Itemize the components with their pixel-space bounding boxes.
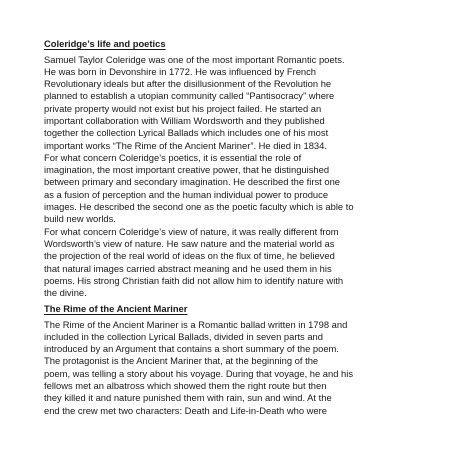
section-heading-life-and-poetics: Coleridge’s life and poetics (44, 38, 166, 49)
paragraph-rime-ancient-mariner (44, 319, 424, 417)
text-line: end the crew met two characters: Death and Life-in-Death who were (44, 404, 327, 416)
text-line: planned to establish a utopian community called “Pantisocracy” where (44, 90, 335, 102)
text-line: poem, was telling a story about his voyage. During that voyage, he and his (44, 367, 354, 379)
text-line: Wordsworth’s view of nature. He saw nature and the material world as (44, 237, 335, 249)
paragraph-life-and-poetics (44, 54, 424, 300)
text-line: the projection of the real world of ideas on the flux of time, he believed (44, 250, 335, 262)
text-line: important collaboration with William Wordsworth and they published (44, 114, 325, 126)
section-heading-rime-ancient-mariner: The Rime of the Ancient Mariner (44, 303, 188, 314)
text-line: For what concern Coleridge’s poetics, it is essential the role of (44, 151, 302, 163)
text-line: poems. His strong Christian faith did not allow him to identify nature with (44, 274, 344, 286)
text-line: The Rime of the Ancient Mariner is a Romantic ballad written in 1798 and (44, 318, 348, 330)
text-line: that natural images carried abstract meaning and he used them in his (44, 262, 332, 274)
text-line: private property would not exist but his project failed. He started an (44, 102, 322, 114)
text-line: imagination, the most important creative power, that he distinguished (44, 164, 330, 176)
text-line: together the collection Lyrical Ballads which includes one of his most (44, 127, 329, 139)
text-line: the divine. (44, 287, 87, 299)
text-line: introduced by an Argument that contains a short summary of the poem. (44, 343, 339, 355)
text-line: The protagonist is the Ancient Mariner that, at the beginning of the (44, 355, 319, 367)
text-line: He was born in Devonshire in 1772. He was influenced by French (44, 65, 317, 77)
text-line: Samuel Taylor Coleridge was one of the most important Romantic poets. (44, 53, 345, 65)
text-line: For what concern Coleridge’s view of nature, it was really different from (44, 225, 339, 237)
text-line: they killed it and nature punished them with rain, sun and wind. At the (44, 392, 332, 404)
text-line: build new worlds. (44, 213, 116, 225)
text-line: important works “The Rime of the Ancient Mariner”. He died in 1834. (44, 139, 327, 151)
text-line: images. He described the second one as the poetic faculty which is able to (44, 201, 354, 213)
text-line: Revolutionary ideals but after the disillusionment of the Revolution he (44, 78, 332, 90)
text-line: included in the collection Lyrical Ballads, divided in seven parts and (44, 330, 323, 342)
text-line: as a fusion of perception and the human individual power to produce (44, 188, 329, 200)
text-line: fellows met an albatross which showed them the right route but then (44, 379, 327, 391)
text-line: between primary and secondary imagination. He described the first one (44, 176, 340, 188)
